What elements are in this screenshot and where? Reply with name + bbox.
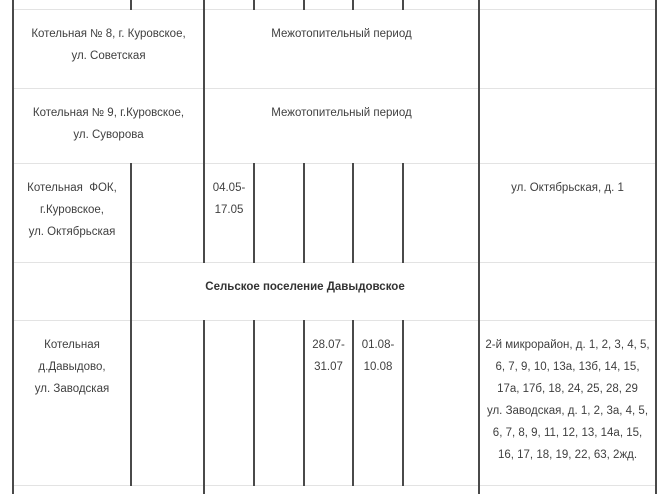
boiler-name-line: Котельная № 9, г.Куровское, [32,106,185,119]
shutdown-date-line: 17.05 [214,203,244,216]
boiler-name-cell [13,163,131,262]
period-cell [204,88,479,163]
shutdown-date-line: 31.07 [314,360,343,373]
shutdown-date-line: 28.07- [312,338,345,351]
addresses-cell [479,320,656,485]
clipped-row-below [13,485,656,494]
empty-cell [304,163,353,262]
empty-cell [204,485,479,494]
shutdown-dates-cell [353,320,403,485]
addresses-cell [479,163,656,262]
addresses-text: 2-й микрорайон, д. 1, 2, 3, 4, 5, 6, 7, 9, 10, 13а, 13б, 14, 15, 17а, 17б, 18, 24, 25, 28, 29 [485,338,650,395]
table-row-boiler-fok [13,163,656,262]
empty-cell [131,0,204,9]
shutdown-dates-cell [304,320,353,485]
shutdown-date-line: 04.05- [212,181,246,194]
empty-cell [204,0,254,9]
empty-cell [353,163,403,262]
boiler-name-cell [13,320,131,485]
table-row-boiler-9 [13,88,656,163]
addresses-text: ул. Октябрьская, д. 1 [511,181,624,194]
period-cell [204,9,479,88]
empty-cell [403,320,479,485]
empty-cell [254,163,304,262]
section-header-cell [131,262,479,320]
period-label: Межотопительный период [271,106,412,119]
empty-cell [13,0,131,9]
empty-cell [479,0,656,9]
empty-cell [479,485,656,494]
boiler-name-line: ул. Советская [71,49,146,62]
boiler-name-line: Котельная ФОК, [27,181,117,194]
boiler-name-line: ул. Октябрьская [28,225,116,238]
shutdown-dates-cell [204,163,254,262]
boiler-name-line: Котельная [44,338,100,351]
empty-cell [403,163,479,262]
table-row-boiler-davydovo [13,320,656,485]
empty-cell [254,0,304,9]
period-label: Межотопительный период [271,27,412,40]
empty-cell [254,320,304,485]
table-row-section-header [13,262,656,320]
empty-cell [13,262,131,320]
clipped-row-above [13,0,656,9]
empty-cell [13,485,204,494]
boiler-name-line: ул. Заводская [34,382,110,395]
heating-shutdown-schedule-table [12,0,657,494]
empty-cell [403,0,479,9]
boiler-name-cell [13,9,204,88]
empty-cell [479,262,656,320]
boiler-name-line: ул. Суворова [73,128,144,141]
empty-cell [131,163,204,262]
table-row-boiler-8 [13,9,656,88]
shutdown-date-line: 01.08- [361,338,395,351]
boiler-name-line: Котельная № 8, г. Куровское, [31,27,186,40]
addresses-text: ул. Заводская, д. 1, 2, 3а, 4, 5, 6, 7, 8, 9, 11, 12, 13, 14а, 15, 16, 17, 18, 19, 22, 63, 2жд. [486,404,649,461]
empty-cell [204,320,254,485]
shutdown-date-line: 10.08 [363,360,393,373]
addresses-cell-empty [479,88,656,163]
addresses-cell-empty [479,9,656,88]
section-header-title: Сельское поселение Давыдовское [205,280,405,293]
boiler-name-cell [13,88,204,163]
empty-cell [304,0,353,9]
boiler-name-line: г.Куровское, [40,203,104,216]
empty-cell [353,0,403,9]
empty-cell [131,320,204,485]
boiler-name-line: д.Давыдово, [38,360,106,373]
